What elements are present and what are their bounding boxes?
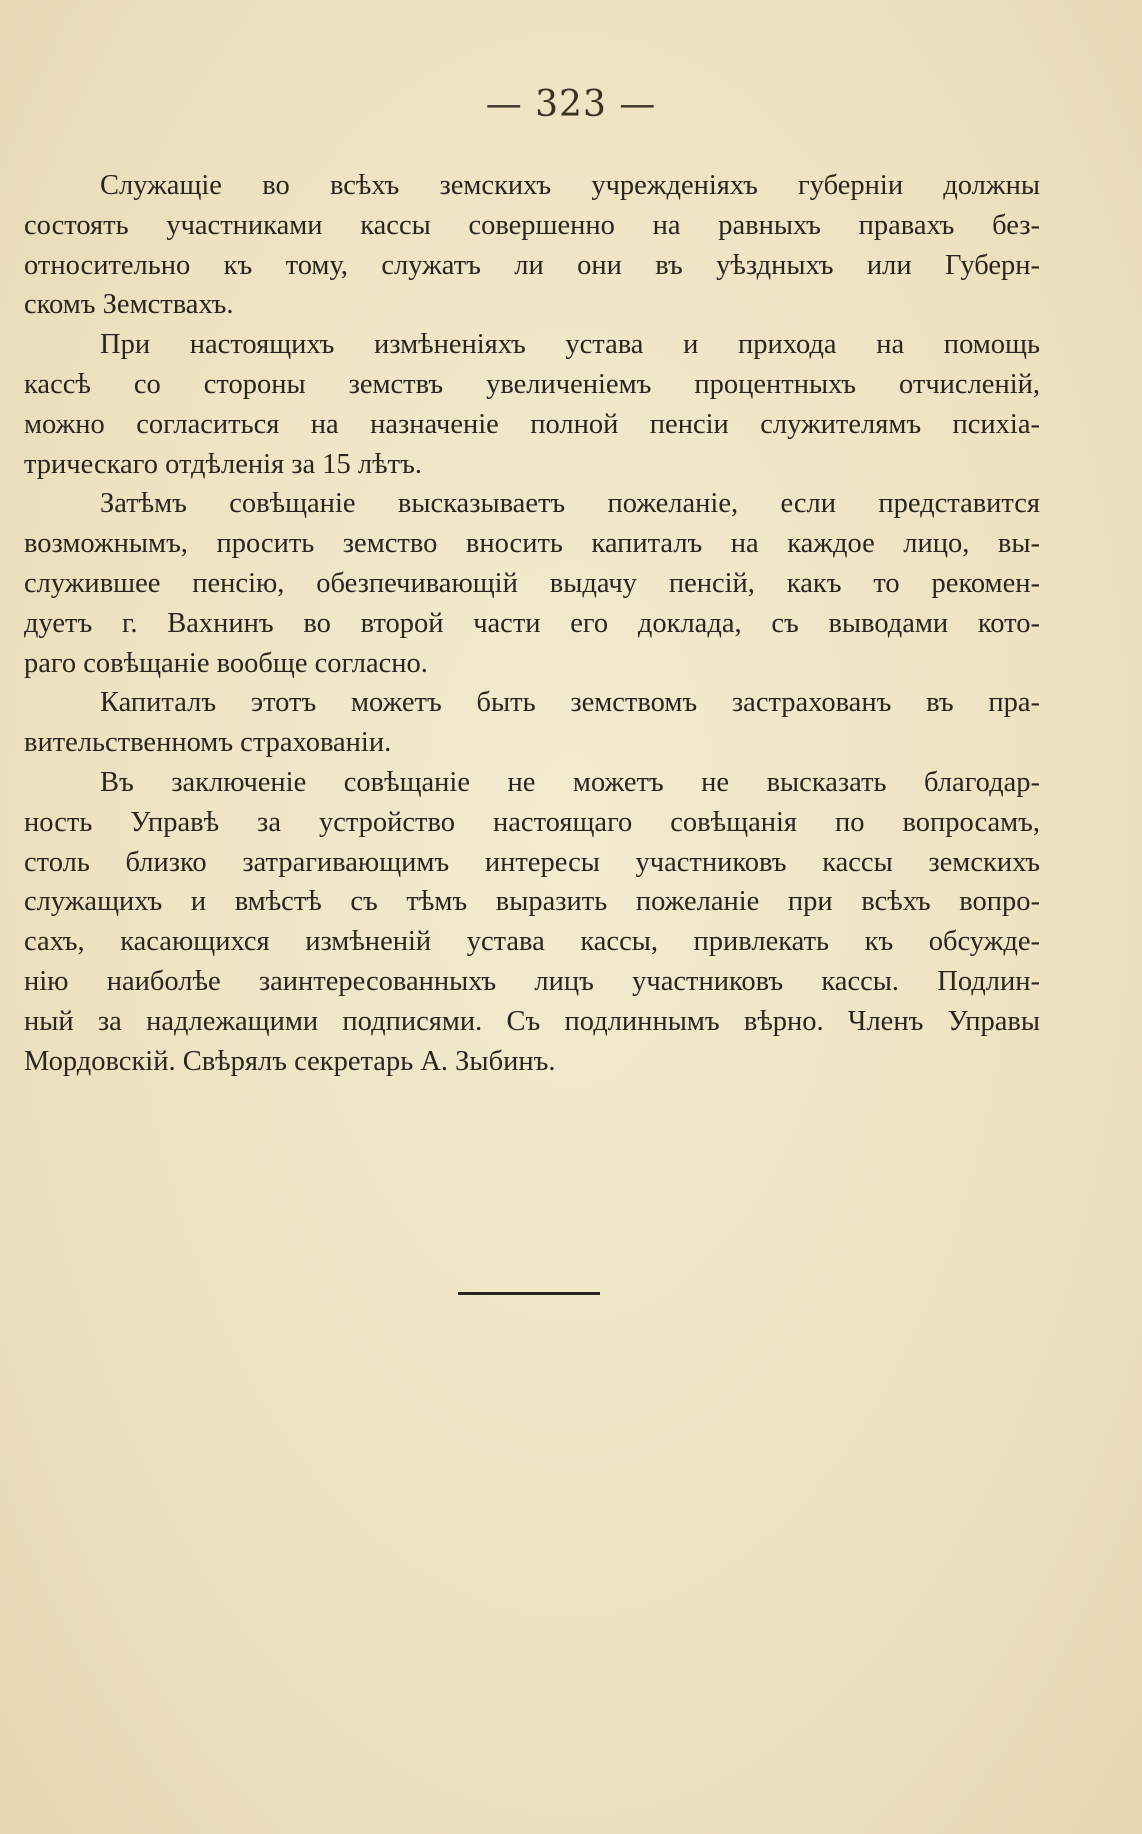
- text-line: можно согласиться на назначеніе полной пенсіи служителямъ психіа-: [24, 408, 1040, 440]
- text-line: служащихъ и вмѣстѣ съ тѣмъ выразить пожеланіе при всѣхъ вопро-: [24, 886, 1040, 918]
- paragraph-3: [24, 484, 1040, 683]
- closing-rule: [458, 1292, 600, 1295]
- paragraph-1: [24, 166, 1040, 325]
- text-line: Въ заключеніе совѣщаніе не можетъ не высказать благодар-: [100, 766, 1040, 798]
- text-line: Мордовскій. Свѣрялъ секретарь А. Зыбинъ.: [24, 1045, 556, 1077]
- text-line: состоять участниками кассы совершенно на равныхъ правахъ без-: [24, 209, 1040, 241]
- body-text: [24, 166, 1040, 1081]
- text-line: возможнымъ, просить земство вносить капиталъ на каждое лицо, вы-: [24, 528, 1040, 560]
- text-line: Капиталъ этотъ можетъ быть земствомъ застрахованъ въ пра-: [100, 687, 1040, 719]
- text-line: скомъ Земствахъ.: [24, 289, 234, 321]
- text-line: вительственномъ страхованіи.: [24, 727, 392, 759]
- paragraph-2: [24, 325, 1040, 484]
- paragraph-4: [24, 683, 1040, 763]
- text-line: кассѣ со стороны земствъ увеличеніемъ процентныхъ отчисленій,: [24, 368, 1040, 400]
- text-line: относительно къ тому, служатъ ли они въ уѣздныхъ или Губерн-: [24, 249, 1040, 281]
- text-line: дуетъ г. Вахнинъ во второй части его доклада, съ выводами кото-: [24, 607, 1040, 639]
- page-number: — 323 —: [485, 84, 657, 125]
- paragraph-5: [24, 763, 1040, 1081]
- text-line: При настоящихъ измѣненіяхъ устава и прихода на помощь: [100, 329, 1040, 361]
- text-line: сахъ, касающихся измѣненій устава кассы, привлекать къ обсужде-: [24, 926, 1040, 958]
- text-line: нію наиболѣе заинтересованныхъ лицъ участниковъ кассы. Подлин-: [24, 965, 1040, 997]
- text-line: раго совѣщаніе вообще согласно.: [24, 647, 428, 679]
- text-line: служившее пенсію, обезпечивающій выдачу пенсій, какъ то рекомен-: [24, 567, 1040, 599]
- text-line: столь близко затрагивающимъ интересы участниковъ кассы земскихъ: [24, 846, 1040, 878]
- text-line: ный за надлежащими подписями. Съ подлиннымъ вѣрно. Членъ Управы: [24, 1005, 1040, 1037]
- text-line: трическаго отдѣленія за 15 лѣтъ.: [24, 448, 422, 480]
- text-line: Затѣмъ совѣщаніе высказываетъ пожеланіе, если представится: [100, 488, 1040, 520]
- text-line: ность Управѣ за устройство настоящаго совѣщанія по вопросамъ,: [24, 806, 1040, 838]
- text-line: Служащіе во всѣхъ земскихъ учрежденіяхъ губерніи должны: [100, 170, 1040, 201]
